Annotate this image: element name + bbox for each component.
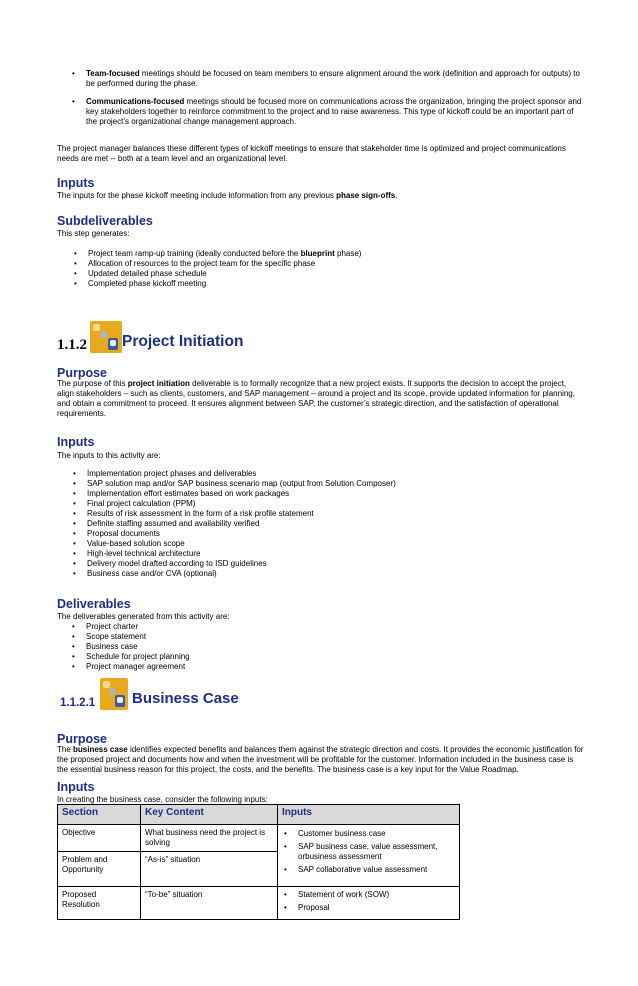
table-cell: “As-is” situation — [141, 852, 278, 887]
section-title: Project Initiation — [122, 333, 244, 350]
list-item: • Project manager agreement — [56, 662, 576, 672]
balance-paragraph: The project manager balances these different types of kickoff meetings to ensure that stakeholder time is optimized and project communications needs are met -- both at a team level and an organizational level. — [57, 144, 566, 163]
deliverable-icon — [100, 678, 132, 710]
section-title: Business Case — [132, 690, 239, 707]
business-case-table — [57, 804, 460, 920]
inputs-paragraph: The inputs for the phase kickoff meeting include information from any previous phase sign-offs. — [57, 191, 398, 200]
kickoff-types-list — [56, 69, 586, 127]
table-row — [58, 887, 460, 920]
list-item: • Results of risk assessment in the form of a risk profile statement — [57, 509, 577, 519]
list-item: • Communications-focused meetings should be focused more on communications across the organization, bringing the project sponsor and key stakeholders together to reinforce commitment to the project and to raise awareness. This type of kickoff could be an important part of the project’s organizational change management approach. — [56, 97, 586, 127]
inputs-heading: Inputs — [57, 435, 95, 449]
list-item: • Project team ramp-up training (ideally conducted before the blueprint phase) — [58, 249, 578, 259]
section-number: 1.1.2 — [57, 337, 87, 353]
table-row — [58, 825, 460, 852]
list-item: • Schedule for project planning — [56, 652, 576, 662]
list-item: • Proposal — [282, 903, 455, 913]
list-item: • SAP collaborative value assessment — [282, 865, 455, 875]
list-item: • Proposal documents — [57, 529, 577, 539]
deliverables-intro: The deliverables generated from this activity are: — [57, 612, 230, 621]
inputs-heading: Inputs — [57, 780, 95, 794]
column-header: Key Content — [141, 805, 278, 825]
purpose-heading: Purpose — [57, 732, 108, 746]
list-item: • Allocation of resources to the project team for the specific phase — [58, 259, 578, 269]
purpose-paragraph: The purpose of this project initiation deliverable is to formally recognize that a new project exists. It supports the decision to accept the project, align stakeholders – such as clients, customers, and SAP management – around a project and its scope, provide updated information for planning, and obtain a commitment to proceed. It ensures alignment between SAP, the customer’s strategic direction, and the satisfaction of operational requirements. — [57, 379, 575, 418]
subdeliverables-intro: This step generates: — [57, 229, 130, 238]
list-item: • Scope statement — [56, 632, 576, 642]
subdeliverables-list — [58, 249, 578, 289]
deliverables-list — [56, 622, 576, 672]
list-item: • SAP solution map and/or SAP business scenario map (output from Solution Composer) — [57, 479, 577, 489]
purpose-paragraph: The business case identifies expected benefits and balances them against the strategic direction and costs. It provides the economic justification for the proposed project and documents how and when the investment will be profitable for the customer. Information included in the business case is the essential business reason for this project, the costs, and the benefits. The business case is a key input for the Value Roadmap. — [57, 745, 584, 774]
list-item: • Final project calculation (PPM) — [57, 499, 577, 509]
inputs-intro: In creating the business case, consider the following inputs: — [57, 795, 268, 804]
column-header: Inputs — [278, 805, 460, 825]
table-cell: Proposed Resolution — [58, 887, 141, 920]
list-item: • Implementation project phases and deliverables — [57, 469, 577, 479]
inputs-heading: Inputs — [57, 176, 95, 190]
purpose-heading: Purpose — [57, 366, 108, 380]
list-item: • Project charter — [56, 622, 576, 632]
section-number: 1.1.2.1 — [60, 697, 96, 709]
list-item: • Value-based solution scope — [57, 539, 577, 549]
inputs-intro: The inputs to this activity are: — [57, 451, 161, 460]
inputs-cell-list — [282, 890, 455, 913]
list-item: • SAP business case, value assessment, orbusiness assessment — [282, 842, 455, 862]
table-cell: Problem and Opportunity — [58, 852, 141, 887]
list-item: • High-level technical architecture — [57, 549, 577, 559]
deliverable-icon — [90, 321, 122, 353]
list-item: • Customer business case — [282, 829, 455, 839]
list-item: • Completed phase kickoff meeting — [58, 279, 578, 289]
table-header-row — [58, 805, 460, 825]
table-cell: Objective — [58, 825, 141, 852]
list-item: • Updated detailed phase schedule — [58, 269, 578, 279]
subdeliverables-heading: Subdeliverables — [57, 214, 153, 228]
table-cell — [278, 887, 460, 920]
list-item: • Business case — [56, 642, 576, 652]
list-item: • Implementation effort estimates based on work packages — [57, 489, 577, 499]
deliverables-heading: Deliverables — [57, 597, 131, 611]
list-item: • Team-focused meetings should be focused on team members to ensure alignment around the work (definition and approach for outputs) to be performed during the phase. — [56, 69, 586, 89]
inputs-cell-list — [282, 829, 455, 875]
table-cell — [278, 825, 460, 887]
table-cell: What business need the project is solving — [141, 825, 278, 852]
inputs-list — [57, 469, 577, 579]
list-item: • Business case and/or CVA (optional) — [57, 569, 577, 579]
list-item: • Definite staffing assumed and availability verified — [57, 519, 577, 529]
list-item: • Statement of work (SOW) — [282, 890, 455, 900]
list-item: • Delivery model drafted according to ISD guidelines — [57, 559, 577, 569]
column-header: Section — [58, 805, 141, 825]
table-cell: “To-be” situation — [141, 887, 278, 920]
